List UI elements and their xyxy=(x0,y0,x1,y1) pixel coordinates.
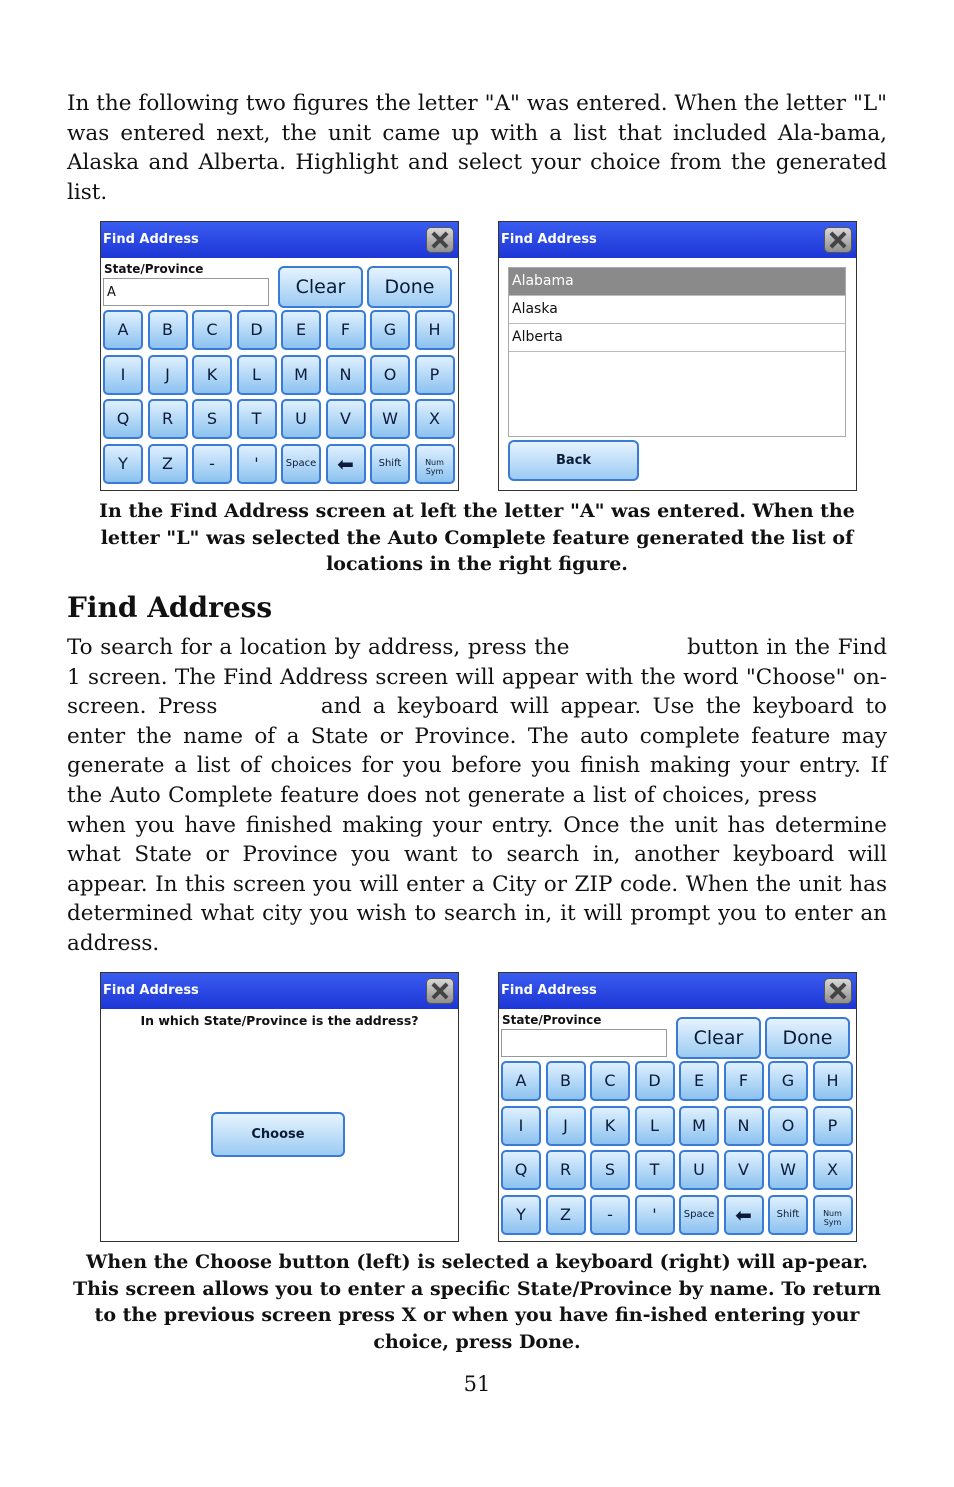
body-text-2: button in the Find 1 screen. The Find Address screen will appear with the word "Choose" on-screen. Press xyxy=(67,635,887,720)
key-a[interactable]: A xyxy=(501,1061,541,1101)
close-icon[interactable] xyxy=(426,978,454,1004)
key-q[interactable]: Q xyxy=(103,399,143,439)
key-space[interactable]: Space xyxy=(679,1195,719,1235)
figure-caption-1: In the Find Address screen at left the letter "A" was entered. When the letter "L" was selected the Auto Complete feature generated the list of locations in the right figure. xyxy=(99,500,855,576)
key-t[interactable]: T xyxy=(635,1150,675,1190)
state-province-input[interactable] xyxy=(501,1029,667,1057)
section-heading: Find Address xyxy=(67,591,273,624)
screen-title: Find Address xyxy=(103,232,199,247)
screen-title: Find Address xyxy=(501,232,597,247)
list-item[interactable]: Alabama xyxy=(509,268,845,296)
title-bar xyxy=(101,222,458,258)
key-v[interactable]: V xyxy=(326,399,366,439)
key-p[interactable]: P xyxy=(813,1106,853,1146)
find-address-list-screen xyxy=(498,221,857,491)
key-l[interactable]: L xyxy=(635,1106,675,1146)
key-f[interactable]: F xyxy=(724,1061,764,1101)
key-apostrophe[interactable]: ' xyxy=(635,1195,675,1235)
key-k[interactable]: K xyxy=(590,1106,630,1146)
key-dash[interactable]: - xyxy=(192,444,232,484)
key-z[interactable]: Z xyxy=(148,444,188,484)
list-item[interactable]: Alaska xyxy=(509,296,845,324)
key-d[interactable]: D xyxy=(237,310,277,350)
key-m[interactable]: M xyxy=(281,355,321,395)
key-g[interactable]: G xyxy=(768,1061,808,1101)
state-province-label: State/Province xyxy=(104,262,204,276)
key-s[interactable]: S xyxy=(192,399,232,439)
done-button[interactable]: Done xyxy=(765,1017,850,1059)
state-province-input[interactable]: A xyxy=(103,278,269,306)
body-text-1: To search for a location by address, press the xyxy=(67,635,570,660)
key-a[interactable]: A xyxy=(103,310,143,350)
close-icon[interactable] xyxy=(426,227,454,253)
close-icon[interactable] xyxy=(824,227,852,253)
key-o[interactable]: O xyxy=(768,1106,808,1146)
figure-caption-2: When the Choose button (left) is selected a keyboard (right) will ap-pear. This screen allows you to enter a specific State/Province by name. To return to the previous screen press X or when you have fin-ished entering your choice, press Done. xyxy=(72,1251,881,1353)
key-v[interactable]: V xyxy=(724,1150,764,1190)
key-x[interactable]: X xyxy=(415,399,455,439)
backspace-key[interactable]: ⬅ xyxy=(724,1195,764,1235)
question-text: In which State/Province is the address? xyxy=(140,1013,419,1028)
key-c[interactable]: C xyxy=(590,1061,630,1101)
close-icon[interactable] xyxy=(824,978,852,1004)
key-i[interactable]: I xyxy=(501,1106,541,1146)
key-g[interactable]: G xyxy=(370,310,410,350)
key-r[interactable]: R xyxy=(546,1150,586,1190)
screen-title: Find Address xyxy=(501,983,597,998)
key-shift[interactable]: Shift xyxy=(370,444,410,484)
key-y[interactable]: Y xyxy=(501,1195,541,1235)
key-apostrophe[interactable]: ' xyxy=(237,444,277,484)
key-shift[interactable]: Shift xyxy=(768,1195,808,1235)
key-s[interactable]: S xyxy=(590,1150,630,1190)
intro-paragraph: In the following two figures the letter "A" was entered. When the letter "L" was entered next, the unit came up with a list that included Ala-bama, Alaska and Alberta. Highlight and select your choice from the generated list. xyxy=(67,91,887,205)
key-w[interactable]: W xyxy=(370,399,410,439)
key-u[interactable]: U xyxy=(281,399,321,439)
done-button[interactable]: Done xyxy=(367,266,452,308)
key-h[interactable]: H xyxy=(813,1061,853,1101)
key-n[interactable]: N xyxy=(724,1106,764,1146)
key-e[interactable]: E xyxy=(281,310,321,350)
key-num-sym[interactable]: Num Sym xyxy=(415,444,455,484)
choose-button[interactable]: Choose xyxy=(211,1112,345,1157)
key-q[interactable]: Q xyxy=(501,1150,541,1190)
key-e[interactable]: E xyxy=(679,1061,719,1101)
title-bar xyxy=(101,973,458,1009)
key-p[interactable]: P xyxy=(415,355,455,395)
clear-button[interactable]: Clear xyxy=(278,266,363,308)
key-u[interactable]: U xyxy=(679,1150,719,1190)
key-i[interactable]: I xyxy=(103,355,143,395)
key-o[interactable]: O xyxy=(370,355,410,395)
key-w[interactable]: W xyxy=(768,1150,808,1190)
key-z[interactable]: Z xyxy=(546,1195,586,1235)
key-space[interactable]: Space xyxy=(281,444,321,484)
body-text-4: when you have finished making your entry. Once the unit has determine what State or Province you want to search in, another keyboard will appear. In this screen you will enter a City or ZIP code. When the unit has determined what city you wish to search in, it will prompt you to enter an address. xyxy=(67,812,887,956)
find-address-keyboard-screen-a xyxy=(100,221,459,491)
title-bar xyxy=(499,222,856,258)
key-dash[interactable]: - xyxy=(590,1195,630,1235)
body-text-3: and a keyboard will appear. Use the keyboard to enter the name of a State or Province. The auto complete feature may generate a list of choices for you before you finish making your entry. If the Auto Complete feature does not generate a list of choices, press xyxy=(67,694,887,808)
key-h[interactable]: H xyxy=(415,310,455,350)
clear-button[interactable]: Clear xyxy=(676,1017,761,1059)
key-x[interactable]: X xyxy=(813,1150,853,1190)
key-b[interactable]: B xyxy=(148,310,188,350)
back-button[interactable]: Back xyxy=(508,440,639,481)
key-j[interactable]: J xyxy=(546,1106,586,1146)
key-j[interactable]: J xyxy=(148,355,188,395)
key-t[interactable]: T xyxy=(237,399,277,439)
key-m[interactable]: M xyxy=(679,1106,719,1146)
auto-complete-list xyxy=(508,267,846,437)
screen-title: Find Address xyxy=(103,983,199,998)
key-f[interactable]: F xyxy=(326,310,366,350)
key-k[interactable]: K xyxy=(192,355,232,395)
key-b[interactable]: B xyxy=(546,1061,586,1101)
title-bar xyxy=(499,973,856,1009)
key-y[interactable]: Y xyxy=(103,444,143,484)
key-l[interactable]: L xyxy=(237,355,277,395)
key-d[interactable]: D xyxy=(635,1061,675,1101)
backspace-key[interactable]: ⬅ xyxy=(326,444,366,484)
page-number: 51 xyxy=(463,1372,491,1396)
find-address-keyboard-screen-empty xyxy=(498,972,857,1242)
list-item[interactable]: Alberta xyxy=(509,324,845,352)
state-province-label: State/Province xyxy=(502,1013,602,1027)
key-c[interactable]: C xyxy=(192,310,232,350)
key-n[interactable]: N xyxy=(326,355,366,395)
key-num-sym[interactable]: Num Sym xyxy=(813,1195,853,1235)
body-paragraph xyxy=(67,633,887,959)
find-address-choose-screen xyxy=(100,972,459,1242)
key-r[interactable]: R xyxy=(148,399,188,439)
